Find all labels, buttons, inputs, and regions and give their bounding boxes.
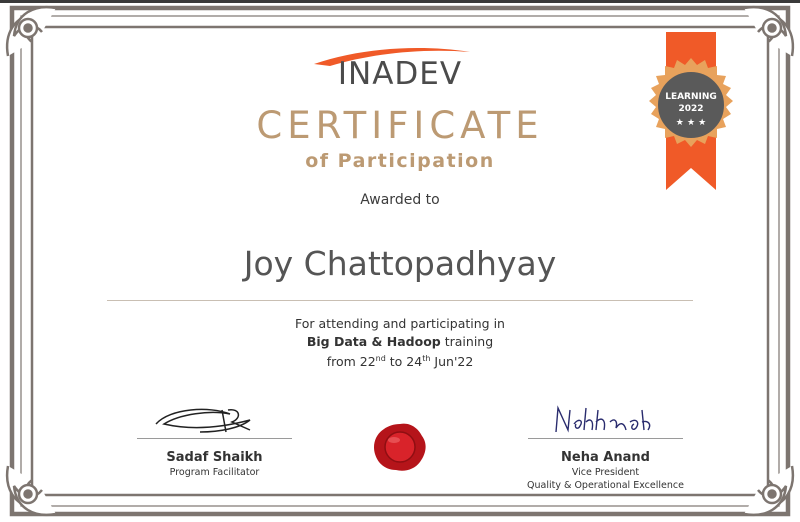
- learning-2022-badge: [640, 30, 740, 195]
- certificate-title: CERTIFICATE: [256, 104, 544, 147]
- recipient-name: Joy Chattopadhyay: [243, 244, 557, 283]
- from-date: from 22: [326, 354, 376, 370]
- signatory-1-role: Program Facilitator: [169, 467, 260, 478]
- course-name: Big Data & Hadoop: [306, 333, 441, 349]
- signatory-2-role-line-2: Quality & Operational Excellence: [527, 480, 684, 491]
- name-underline: [107, 300, 693, 301]
- day1-suffix: nd: [375, 354, 386, 363]
- month-year: Jun'22: [430, 354, 474, 370]
- signature-line-left: [137, 438, 292, 439]
- description-line-1: For attending and participating in: [295, 316, 505, 331]
- description-line-3: [200, 350, 600, 371]
- badge-line-2: 2022: [678, 104, 704, 114]
- participation-description: [200, 315, 600, 371]
- badge-line-1: LEARNING: [665, 92, 717, 102]
- training-word: training: [440, 333, 494, 349]
- to-date: to 24: [385, 354, 423, 370]
- day2-suffix: th: [422, 354, 431, 363]
- badge-stars: ★ ★ ★: [675, 118, 707, 128]
- signatory-2-role: [498, 466, 713, 492]
- awarded-to-label: Awarded to: [360, 192, 440, 208]
- signatory-1-name: Sadaf Shaikh: [166, 450, 263, 465]
- inadev-logo: [300, 42, 500, 94]
- wax-seal-icon: [370, 420, 430, 474]
- signature-sadaf-icon: [150, 404, 270, 438]
- certificate-subtitle: of Participation: [305, 150, 495, 172]
- signature-line-right: [528, 438, 683, 439]
- logo-text: INADEV: [337, 56, 463, 92]
- signatory-2-role-line-1: Vice President: [571, 467, 640, 478]
- signatory-2-name: Neha Anand: [561, 450, 650, 465]
- description-line-2: [200, 333, 600, 351]
- signature-neha-icon: [550, 404, 670, 438]
